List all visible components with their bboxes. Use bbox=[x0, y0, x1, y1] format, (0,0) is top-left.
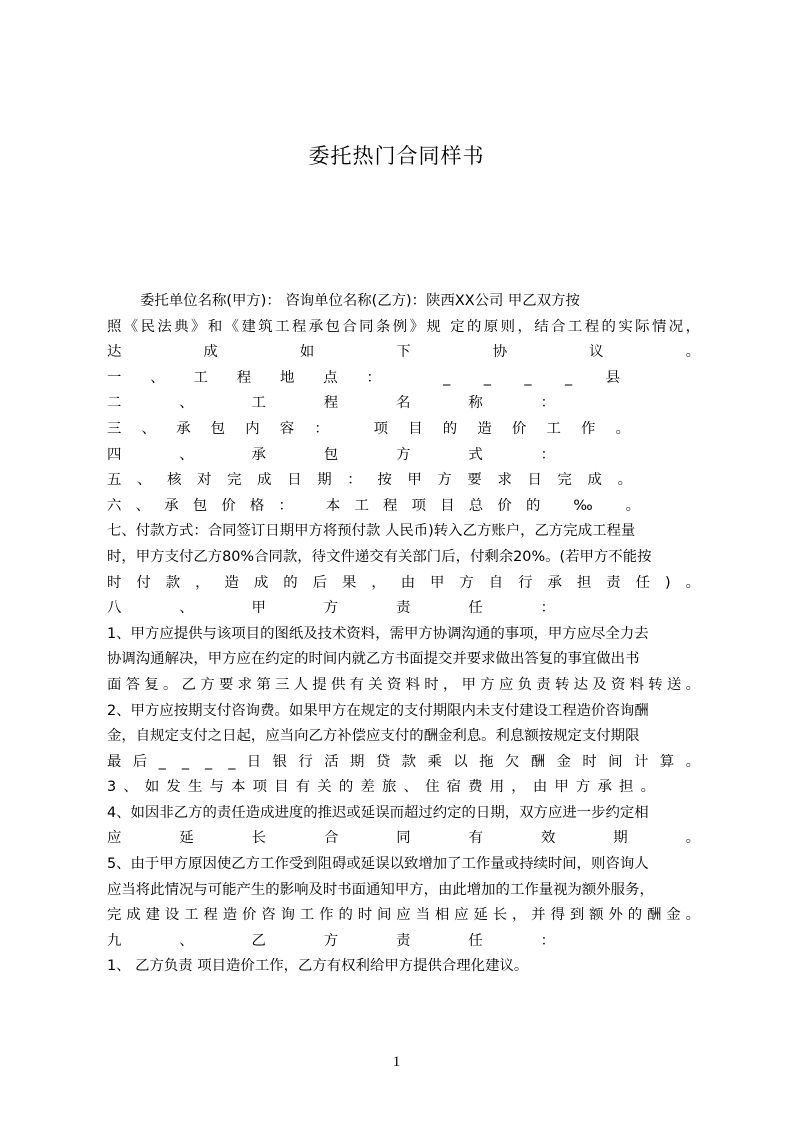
text-line: 面答复。乙方要求第三人提供有关资料时，甲方应负责转达及资料转送。 bbox=[107, 676, 700, 693]
text-line: 三、承包内容： 项目的造价工作。 bbox=[107, 420, 630, 437]
text-line: 应当将此情况与可能产生的影响及时书面通知甲方，由此增加的工作量视为额外服务， bbox=[107, 881, 654, 898]
text-line: 完成建设工程造价咨询工作的时间应当相应延长，并得到额外的酬金。 bbox=[107, 907, 700, 924]
text-line: 四、承包方式： bbox=[107, 446, 555, 463]
text-line: 七、付款方式：合同签订日期甲方将预付款 人民币)转入乙方账户，乙方完成工程量 bbox=[107, 523, 636, 540]
text-line: 时付款，造成的后果，由甲方自行承担责任)。 bbox=[107, 574, 700, 591]
text-line: 八、甲方责任： bbox=[107, 600, 555, 617]
document-body bbox=[107, 289, 700, 980]
text-line: 金，自规定支付之日起，应当向乙方补偿应支付的酬金利息。利息额按规定支付期限 bbox=[107, 728, 640, 745]
text-line: 时，甲方支付乙方80%合同款，待文件递交有关部门后，付剩余20%。(若甲方不能按 bbox=[107, 548, 652, 565]
text-line: 4、如因非乙方的责任造成进度的推迟或延误而超过约定的日期，双方应进一步约定相 bbox=[107, 804, 649, 821]
text-line: 二、工程名称： bbox=[107, 395, 555, 412]
text-line: 照《民法典》和《建筑工程承包合同条例》规 定的原则，结合工程的实际情况， bbox=[107, 318, 700, 335]
text-line: 六、承包价格： 本工程项目总价的 ‰ 。 bbox=[107, 497, 640, 514]
text-line: 五、核对完成日期：按甲方要求日完成。 bbox=[107, 472, 632, 489]
document-title: 委托热门合同样书 bbox=[308, 144, 485, 168]
text-line: 3、如发生与本项目有关的差旅、住宿费用，由甲方承担。 bbox=[107, 779, 655, 796]
page-number: 1 bbox=[392, 1054, 401, 1070]
text-line: 九、乙方责任： bbox=[107, 932, 555, 949]
text-line: 一、工程地点： _ _ _ _ 县 bbox=[107, 369, 620, 386]
text-line: 1、甲方应提供与该项目的图纸及技术资料，需甲方协调沟通的事项，甲方应尽全力去 bbox=[107, 625, 649, 642]
text-line: 2、甲方应按期支付咨询费。如果甲方在规定的支付期限内未支付建设工程造价咨询酬 bbox=[107, 702, 649, 719]
text-line: 达成如下协议。 bbox=[107, 344, 700, 361]
text-line: 5、由于甲方原因使乙方工作受到阻碍或延误以致增加了工作量或持续时间，则咨询人 bbox=[107, 856, 649, 873]
text-line: 1、 乙方负责 项目造价工作，乙方有权利给甲方提供合理化建议。 bbox=[107, 958, 529, 975]
text-line: 委托单位名称(甲方)： 咨询单位名称(乙方)：陕西XX公司 甲乙双方按 bbox=[140, 293, 580, 309]
text-line: 最后_ _ _ _日银行活期贷款乘以拖欠酬金时间计算。 bbox=[107, 753, 700, 770]
text-line: 应延长合同有效期。 bbox=[107, 830, 700, 847]
text-line: 协调沟通解决，甲方应在约定的时间内就乙方书面提交并要求做出答复的事宜做出书 bbox=[107, 651, 640, 668]
